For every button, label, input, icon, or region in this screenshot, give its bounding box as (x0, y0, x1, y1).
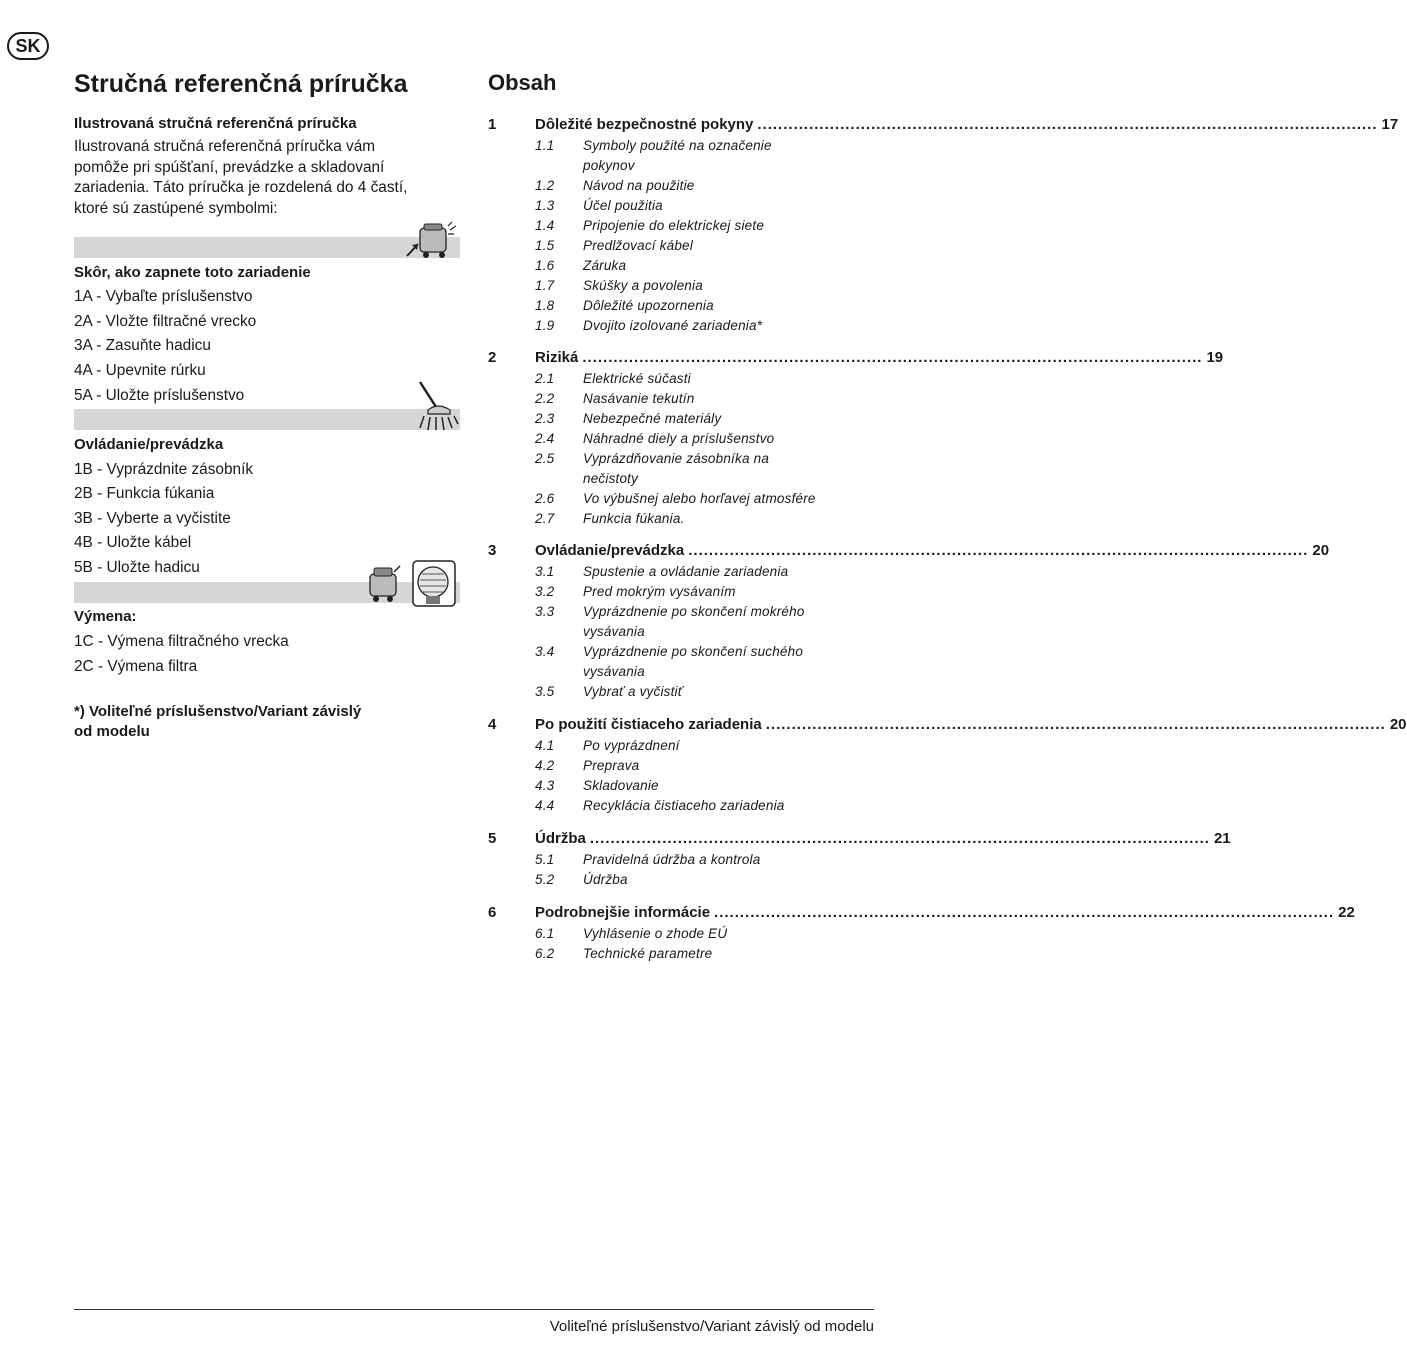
toc-page-number: 22 (1338, 904, 1355, 921)
toc-chapter-title: Údržba (535, 830, 586, 847)
toc-subsection-number: 1.7 (535, 278, 555, 293)
toc-subsection-title: Dôležité upozornenia (583, 298, 714, 313)
toc-subsection[interactable] (535, 276, 865, 296)
toc-subsection[interactable] (535, 796, 865, 816)
toc-subsection-number: 2.2 (535, 391, 555, 406)
toc-subsection-title: Recyklácia čistiaceho zariadenia (583, 798, 785, 813)
toc-subsection-title: Vybrať a vyčistiť (583, 684, 683, 699)
toc-subsection-title: Vyhlásenie o zhode EÚ (583, 926, 728, 941)
toc-subsection-title: Technické parametre (583, 946, 713, 961)
toc-subsection[interactable] (535, 509, 865, 529)
toc-subsection[interactable] (535, 736, 865, 756)
toc-subsection[interactable] (535, 776, 865, 796)
toc-subsection[interactable] (535, 256, 865, 276)
toc-subsection-title: Náhradné diely a príslušenstvo (583, 431, 775, 446)
footnote (74, 702, 414, 742)
toc-subsection-number: 3.1 (535, 564, 555, 579)
step-item: 3A - Zasuňte hadicu (74, 337, 211, 354)
floor-nozzle-icon (414, 380, 462, 432)
language-badge: SK (7, 32, 49, 60)
toc-subsection-title: Nebezpečné materiály (583, 411, 722, 426)
toc-subsection[interactable] (535, 924, 865, 944)
toc-subsection-number: 3.2 (535, 584, 555, 599)
footnote-line: od modelu (74, 723, 150, 740)
toc-subsection-title: Po vyprázdnení (583, 738, 680, 753)
toc-subsection-title: Vyprázdnenie po skončení mokrého (583, 604, 805, 619)
step-item: 4B - Uložte kábel (74, 534, 192, 551)
step-item: 2C - Výmena filtra (74, 658, 198, 675)
toc-chapter-title: Dôležité bezpečnostné pokyny (535, 116, 754, 133)
toc-subsection-title: nečistoty (583, 471, 639, 486)
toc-subsection-title: Pravidelná údržba a kontrola (583, 852, 761, 867)
toc-subsection-number: 2.7 (535, 511, 555, 526)
toc-subsection-number: 4.1 (535, 738, 555, 753)
toc-chapter-number: 2 (488, 349, 497, 366)
toc-chapter-title: Podrobnejšie informácie (535, 904, 711, 921)
toc-chapter-title: Ovládanie/prevádzka (535, 542, 685, 559)
toc-subsection-number: 6.1 (535, 926, 555, 941)
section-b-bar (74, 409, 460, 430)
toc-subsection-title: Symboly použité na označenie (583, 138, 772, 153)
toc-title: Obsah (488, 70, 557, 95)
toc-subsection-number: 6.2 (535, 946, 555, 961)
intro-text (74, 137, 454, 219)
toc-subsection-title: Skladovanie (583, 778, 659, 793)
intro-line: ktoré sú zastúpené symbolmi: (74, 199, 278, 217)
toc-subsection[interactable] (535, 296, 865, 316)
step-item: 5B - Uložte hadicu (74, 559, 200, 576)
toc-subsection[interactable] (535, 409, 865, 429)
toc-subsection[interactable] (535, 316, 865, 336)
step-item: 1A - Vybaľte príslušenstvo (74, 288, 253, 305)
step-item: 1B - Vyprázdnite zásobník (74, 461, 254, 478)
footnote-line: *) Voliteľné príslušenstvo/Variant závislý (74, 703, 362, 720)
toc-subsection-title: Údržba (583, 872, 628, 887)
toc-subsection[interactable] (535, 602, 865, 642)
toc-subsection-number: 2.5 (535, 451, 555, 466)
toc-subsection-title: Elektrické súčasti (583, 371, 691, 386)
step-item: 1C - Výmena filtračného vrecka (74, 633, 289, 650)
section-title: Ovládanie/prevádzka (74, 436, 224, 453)
toc-subsection-number: 1.4 (535, 218, 555, 233)
toc-subsection[interactable] (535, 389, 865, 409)
toc-subsection-title: Pred mokrým vysávaním (583, 584, 736, 599)
toc-subsection-number: 1.6 (535, 258, 555, 273)
footer-text: Voliteľné príslušenstvo/Variant závislý od modelu (549, 1318, 874, 1335)
toc-subsection[interactable] (535, 562, 865, 582)
toc-chapter[interactable] (488, 716, 1407, 736)
step-item: 2B - Funkcia fúkania (74, 485, 215, 502)
toc-chapter-number: 1 (488, 116, 497, 133)
toc-leader-dots: ........................................................................................................................ (765, 716, 1386, 733)
toc-leader-dots: ........................................................................................................................ (688, 542, 1309, 559)
toc-subsection[interactable] (535, 944, 865, 964)
toc-subsection-title: Preprava (583, 758, 640, 773)
toc-subsection-number: 3.4 (535, 644, 555, 659)
toc-page-number: 20 (1312, 542, 1330, 559)
toc-page-number: 19 (1206, 349, 1224, 366)
toc-chapter-number: 3 (488, 542, 497, 559)
toc-subsection[interactable] (535, 136, 865, 176)
page-title: Stručná referenčná príručka (74, 70, 408, 98)
intro-line: zariadenia. Táto príručka je rozdelená do 4 častí, (74, 179, 408, 196)
toc-subsection-number: 4.4 (535, 798, 555, 813)
toc-subsection-number: 1.2 (535, 178, 555, 193)
filter-replacement-icon (364, 560, 462, 608)
toc-subsection-title: Skúšky a povolenia (583, 278, 703, 293)
footer-divider (74, 1309, 874, 1310)
toc-subsection-number: 2.6 (535, 491, 555, 506)
toc-subsection-number: 4.3 (535, 778, 555, 793)
toc-subsection-title: Vo výbušnej alebo horľavej atmosfére (583, 491, 816, 506)
toc-subsection-number: 3.5 (535, 684, 555, 699)
step-item: 2A - Vložte filtračné vrecko (74, 313, 257, 330)
section-title: Výmena: (74, 608, 137, 625)
toc-chapter[interactable] (488, 116, 1399, 136)
step-item: 4A - Upevnite rúrku (74, 362, 206, 379)
toc-subsection-number: 5.2 (535, 872, 555, 887)
toc-subsection[interactable] (535, 429, 865, 449)
section-a-bar (74, 237, 460, 258)
toc-subsection-title: Funkcia fúkania. (583, 511, 685, 526)
toc-subsection-number: 1.1 (535, 138, 555, 153)
toc-subsection-title: Návod na použitie (583, 178, 695, 193)
step-item: 5A - Uložte príslušenstvo (74, 387, 245, 404)
toc-subsection-number: 2.1 (535, 371, 555, 386)
step-item: 3B - Vyberte a vyčistite (74, 510, 231, 527)
toc-chapter[interactable] (488, 349, 1224, 369)
toc-chapter-title: Riziká (535, 349, 579, 366)
toc-chapter[interactable] (488, 542, 1330, 562)
toc-subsection-number: 4.2 (535, 758, 555, 773)
toc-subsection-title: vysávania (583, 624, 645, 639)
toc-subsection[interactable] (535, 236, 865, 256)
toc-subsection-title: Účel použitia (583, 198, 663, 213)
toc-subsection-title: Záruka (583, 258, 627, 273)
toc-subsection[interactable] (535, 176, 865, 196)
toc-subsection-title: Pripojenie do elektrickej siete (583, 218, 765, 233)
toc-chapter[interactable] (488, 830, 1231, 850)
intro-line: pomôže pri spúšťaní, prevádzke a skladovaní (74, 158, 385, 176)
toc-subsection-number: 1.3 (535, 198, 555, 213)
toc-subsection-title: Vyprázdňovanie zásobníka na (583, 451, 770, 466)
toc-page-number: 20 (1389, 716, 1407, 733)
toc-page-number: 21 (1213, 830, 1231, 847)
toc-subsection-title: Vyprázdnenie po skončení suchého (583, 644, 804, 659)
toc-subsection-number: 1.5 (535, 238, 555, 253)
toc-subsection-title: Nasávanie tekutín (583, 391, 695, 406)
toc-subsection-title: pokynov (583, 158, 635, 173)
toc-subsection-number: 1.8 (535, 298, 555, 313)
toc-subsection-number: 3.3 (535, 604, 555, 619)
toc-subsection[interactable] (535, 369, 865, 389)
toc-subsection[interactable] (535, 449, 865, 489)
toc-leader-dots: ........................................................................................................................ (582, 349, 1203, 366)
toc-subsection-number: 1.9 (535, 318, 555, 333)
toc-subsection-title: Dvojito izolované zariadenia* (583, 318, 763, 333)
toc-subsection[interactable] (535, 216, 865, 236)
toc-page-number: 17 (1381, 116, 1399, 133)
toc-subsection[interactable] (535, 196, 865, 216)
toc-subsection-number: 2.4 (535, 431, 555, 446)
toc-subsection[interactable] (535, 489, 865, 509)
intro-line: Ilustrovaná stručná referenčná príručka vám (74, 138, 376, 155)
toc-subsection[interactable] (535, 682, 865, 702)
toc-leader-dots: ........................................................................................................................ (714, 904, 1335, 921)
toc-subsection[interactable] (535, 582, 865, 602)
toc-chapter[interactable] (488, 904, 1355, 924)
toc-leader-dots: ........................................................................................................................ (757, 116, 1378, 133)
toc-subsection-title: Spustenie a ovládanie zariadenia (583, 564, 789, 579)
section-title: Skôr, ako zapnete toto zariadenie (74, 264, 311, 281)
toc-leader-dots: ........................................................................................................................ (589, 830, 1210, 847)
toc-subsection-number: 5.1 (535, 852, 555, 867)
toc-subsection-title: vysávania (583, 664, 645, 679)
toc-subsection-number: 2.3 (535, 411, 555, 426)
toc-subsection[interactable] (535, 642, 865, 682)
toc-subsection[interactable] (535, 870, 865, 890)
toc-chapter-number: 6 (488, 904, 497, 921)
toc-subsection-title: Predlžovací kábel (583, 238, 693, 253)
vacuum-unpack-icon (404, 220, 462, 264)
toc-chapter-number: 5 (488, 830, 497, 847)
toc-chapter-number: 4 (488, 716, 497, 733)
toc-subsection[interactable] (535, 850, 865, 870)
intro-heading: Ilustrovaná stručná referenčná príručka (74, 115, 357, 132)
toc-subsection[interactable] (535, 756, 865, 776)
toc-chapter-title: Po použití čistiaceho zariadenia (535, 716, 762, 733)
